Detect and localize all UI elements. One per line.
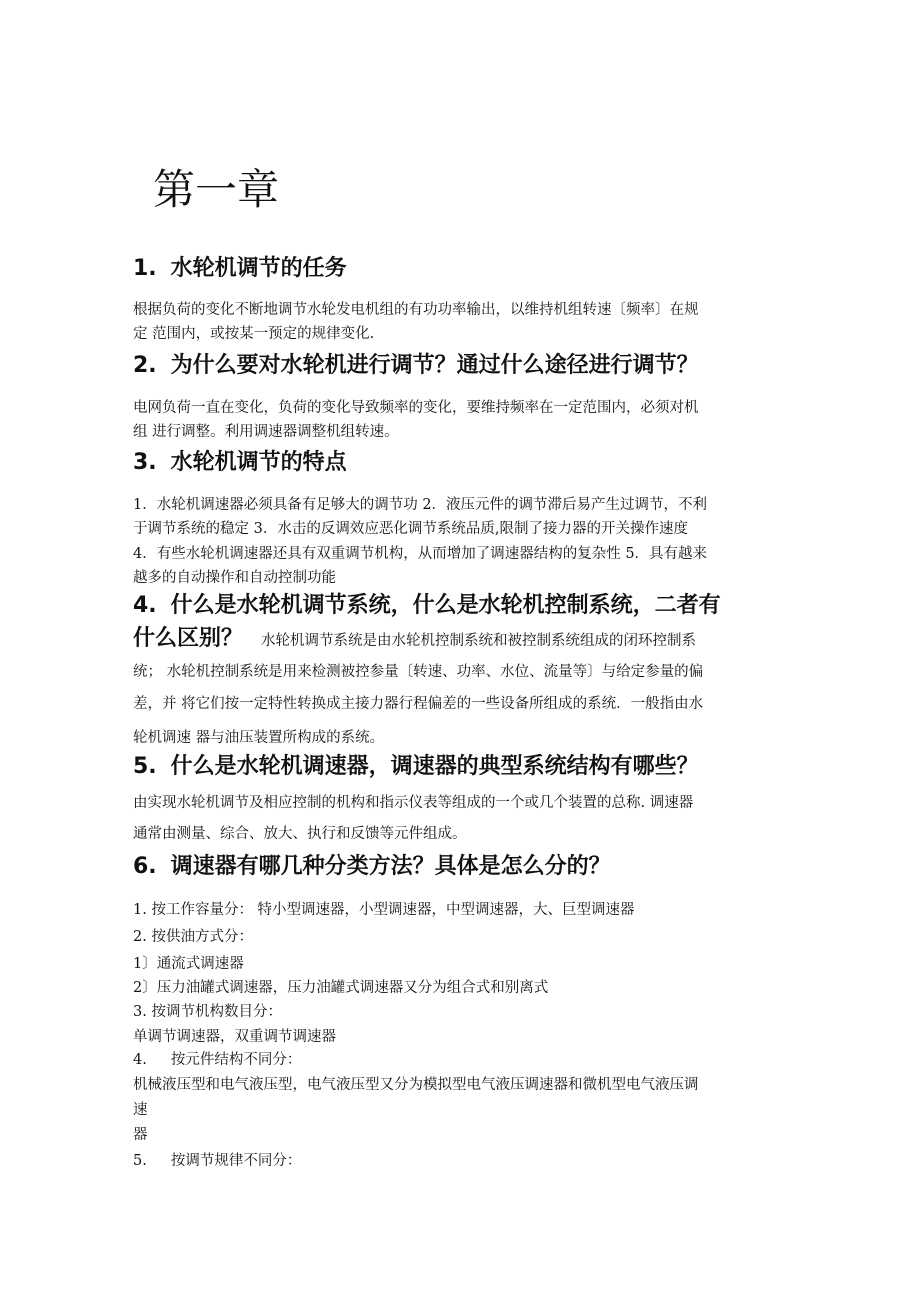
- question-6-title: 调速器有哪几种分类方法？具体是怎么分的？: [170, 854, 611, 879]
- answer-4-line-2: 差，并 将它们按一定特性转换成主接力器行程偏差的一些设备所组成的系统．一般指由水: [133, 696, 704, 712]
- answer-6-line-10: 器: [133, 1127, 148, 1143]
- answer-6-line-7-number: 4.: [133, 1052, 147, 1068]
- question-1-title: 水轮机调节的任务: [170, 256, 347, 281]
- answer-1-line-2: 定 范围内，或按某一预定的规律变化.: [133, 326, 375, 342]
- answer-3-line-2: 于调节系统的稳定 3．水击的反调效应恶化调节系统品质,限制了接力器的开关操作速度: [133, 521, 688, 537]
- answer-6-line-1: 1. 按工作容量分： 特小型调速器，小型调速器，中型调速器，大、巨型调速器: [133, 902, 635, 918]
- question-4-heading-line-2: [133, 624, 813, 656]
- answer-2-line-2: 组 进行调整。利用调速器调整机组转速。: [133, 424, 399, 440]
- answer-6-line-6: 单调节调速器，双重调节调速器: [133, 1029, 336, 1045]
- answer-1-line-1: 根据负荷的变化不断地调节水轮发电机组的有功功率输出，以维持机组转速〔频率〕在规: [133, 302, 699, 318]
- question-2-title: 为什么要对水轮机进行调节？通过什么途径进行调节？: [170, 353, 699, 378]
- question-4-title-line-2: 什么区别？: [133, 626, 244, 651]
- question-6-heading: [133, 852, 813, 882]
- answer-3-line-3: 4．有些水轮机调速器还具有双重调节机构，从而增加了调速器结构的复杂性 5．具有越来: [133, 546, 708, 562]
- answer-4-line-1: 统； 水轮机控制系统是用来检测被控参量〔转速、功率、水位、流量等〕与给定参量的偏: [133, 664, 704, 680]
- answer-3-line-1: 1．水轮机调速器必须具备有足够大的调节功 2．液压元件的调节滞后易产生过调节，不利: [133, 497, 708, 513]
- answer-6-line-9: 速: [133, 1102, 148, 1118]
- question-4-heading-line-1: [133, 591, 813, 621]
- question-4-number: 4.: [133, 593, 157, 618]
- chapter-title: 第一章: [153, 165, 280, 214]
- question-5-number: 5.: [133, 754, 157, 779]
- answer-4-line-3: 轮机调速 器与油压装置所构成的系统。: [133, 730, 385, 746]
- answer-6-line-8: 机械液压型和电气液压型，电气液压型又分为模拟型电气液压调速器和微机型电气液压调: [133, 1077, 699, 1093]
- answer-4-line-0: 水轮机调节系统是由水轮机控制系统和被控制系统组成的闭环控制系: [261, 633, 697, 649]
- answer-6-line-5: 3. 按调节机构数目分：: [133, 1004, 282, 1020]
- question-1-heading: [133, 254, 813, 284]
- answer-6-line-2: 2. 按供油方式分：: [133, 929, 253, 945]
- answer-6-line-7: [133, 1048, 793, 1072]
- question-3-title: 水轮机调节的特点: [170, 450, 347, 475]
- answer-5-line-1: 由实现水轮机调节及相应控制的机构和指示仪表等组成的一个或几个装置的总称. 调速器: [133, 795, 694, 811]
- answer-6-line-3: 1〕通流式调速器: [133, 956, 244, 972]
- question-3-heading: [133, 448, 813, 478]
- answer-2-line-1: 电网负荷一直在变化，负荷的变化导致频率的变化，要维持频率在一定范围内，必须对机: [133, 400, 699, 416]
- question-5-heading: [133, 752, 813, 782]
- question-6-number: 6.: [133, 854, 157, 879]
- answer-6-line-11-text: 按调节规律不同分：: [170, 1153, 302, 1169]
- question-2-heading: [133, 351, 813, 381]
- question-3-number: 3.: [133, 450, 157, 475]
- answer-6-line-11: [133, 1149, 793, 1173]
- question-2-number: 2.: [133, 353, 157, 378]
- question-1-number: 1.: [133, 256, 157, 281]
- answer-3-line-4: 越多的自动操作和自动控制功能: [133, 570, 336, 586]
- question-4-title-line-1: 什么是水轮机调节系统，什么是水轮机控制系统，二者有: [170, 593, 721, 618]
- question-5-title: 什么是水轮机调速器，调速器的典型系统结构有哪些？: [170, 754, 699, 779]
- answer-5-line-2: 通常由测量、综合、放大、执行和反馈等元件组成。: [133, 826, 467, 842]
- answer-6-line-4: 2〕压力油罐式调速器，压力油罐式调速器又分为组合式和别离式: [133, 980, 549, 996]
- answer-6-line-11-number: 5.: [133, 1153, 147, 1169]
- answer-6-line-7-text: 按元件结构不同分：: [170, 1052, 302, 1068]
